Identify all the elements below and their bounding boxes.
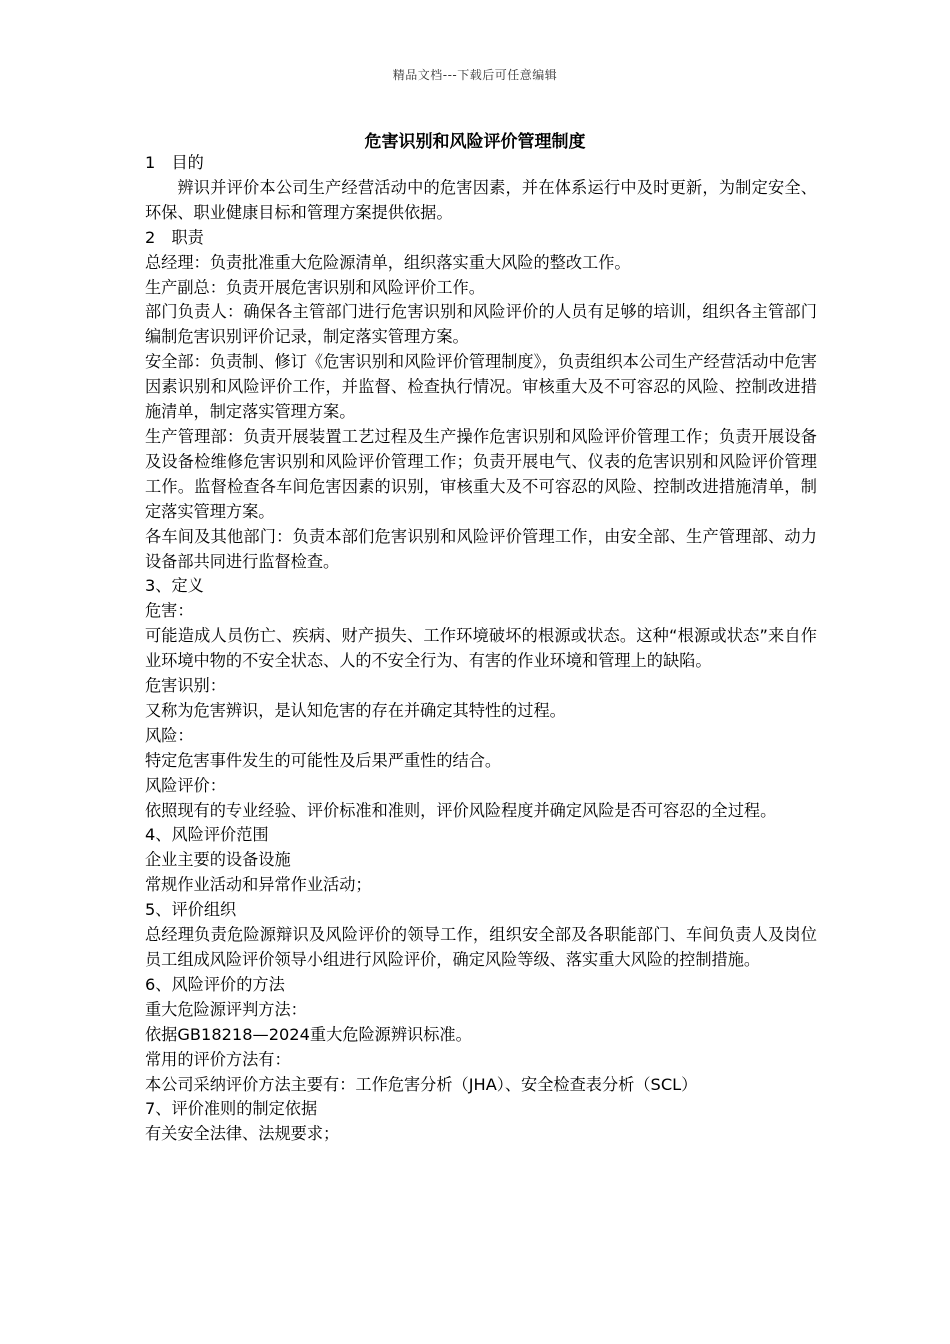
paragraph: 总经理负责危险源辩识及风险评价的领导工作，组织安全部及各职能部门、车间负责人及岗位员工组成风险评价领导小组进行风险评价，确定风险等级、落实重大风险的控制措施。 <box>145 925 817 969</box>
paragraph: 1 目的 <box>145 153 204 172</box>
paragraph: 总经理：负责批准重大危险源清单，组织落实重大风险的整改工作。 <box>145 252 631 272</box>
paragraph: 各车间及其他部门：负责本部们危害识别和风险评价管理工作，由安全部、生产管理部、动力设备部共同进行监督检查。 <box>145 526 817 571</box>
paragraph: 特定危害事件发生的可能性及后果严重性的结合。 <box>145 750 502 770</box>
paragraph: 依照现有的专业经验、评价标准和准则，评价风险程度并确定风险是否可容忍的全过程。 <box>145 800 777 820</box>
paragraph: 生产副总：负责开展危害识别和风险评价工作。 <box>145 277 485 297</box>
document-body <box>145 151 817 1147</box>
paragraph: 6、风险评价的方法 <box>145 974 285 994</box>
paragraph: 风险评价： <box>145 775 226 795</box>
document-title: 危害识别和风险评价管理制度 <box>364 132 586 152</box>
paragraph: 2 职责 <box>145 227 204 247</box>
paragraph: 辨识并评价本公司生产经营活动中的危害因素，并在体系运行中及时更新，为制定安全、环保、职业健康目标和管理方案提供依据。 <box>145 177 817 222</box>
page-header: 精品文档---下载后可任意编辑 <box>392 68 558 82</box>
paragraph: 危害： <box>145 601 194 621</box>
paragraph: 风险： <box>145 725 194 745</box>
paragraph: 有关安全法律、法规要求； <box>145 1124 340 1144</box>
paragraph: 又称为危害辨识，是认知危害的存在并确定其特性的过程。 <box>145 700 566 720</box>
paragraph: 可能造成人员伤亡、疾病、财产损失、工作环境破坏的根源或状态。这种“根源或状态”来自作业环境中物的不安全状态、人的不安全行为、有害的作业环境和管理上的缺陷。 <box>145 626 817 671</box>
paragraph: 5、评价组织 <box>145 900 237 920</box>
paragraph: 危害识别： <box>145 676 226 696</box>
paragraph: 本公司采纳评价方法主要有：工作危害分析（JHA）、安全检查表分析（SCL） <box>145 1074 698 1094</box>
paragraph: 常用的评价方法有： <box>145 1049 291 1069</box>
paragraph: 7、评价准则的制定依据 <box>145 1099 318 1119</box>
paragraph: 重大危险源评判方法： <box>145 999 307 1019</box>
paragraph: 部门负责人：确保各主管部门进行危害识别和风险评价的人员有足够的培训，组织各主管部门编制危害识别评价记录，制定落实管理方案。 <box>145 302 817 347</box>
paragraph: 依据GB18218—2024重大危险源辨识标准。 <box>145 1024 472 1044</box>
paragraph: 3、定义 <box>145 576 204 596</box>
paragraph: 企业主要的设备设施 <box>145 850 291 870</box>
paragraph: 生产管理部：负责开展装置工艺过程及生产操作危害识别和风险评价管理工作；负责开展设备及设备检维修危害识别和风险评价管理工作；负责开展电气、仪表的危害识别和风险评价管理工作。监督检查各车间危害因素的识别，审核重大及不可容忍的风险、控制改进措施清单，制定落实管理方案。 <box>145 426 817 521</box>
paragraph: 安全部：负责制、修订《危害识别和风险评价管理制度》，负责组织本公司生产经营活动中危害因素识别和风险评价工作，并监督、检查执行情况。审核重大及不可容忍的风险、控制改进措施清单，制定落实管理方案。 <box>145 352 817 422</box>
paragraph: 4、风险评价范围 <box>145 825 269 845</box>
paragraph: 常规作业活动和异常作业活动； <box>145 875 372 895</box>
